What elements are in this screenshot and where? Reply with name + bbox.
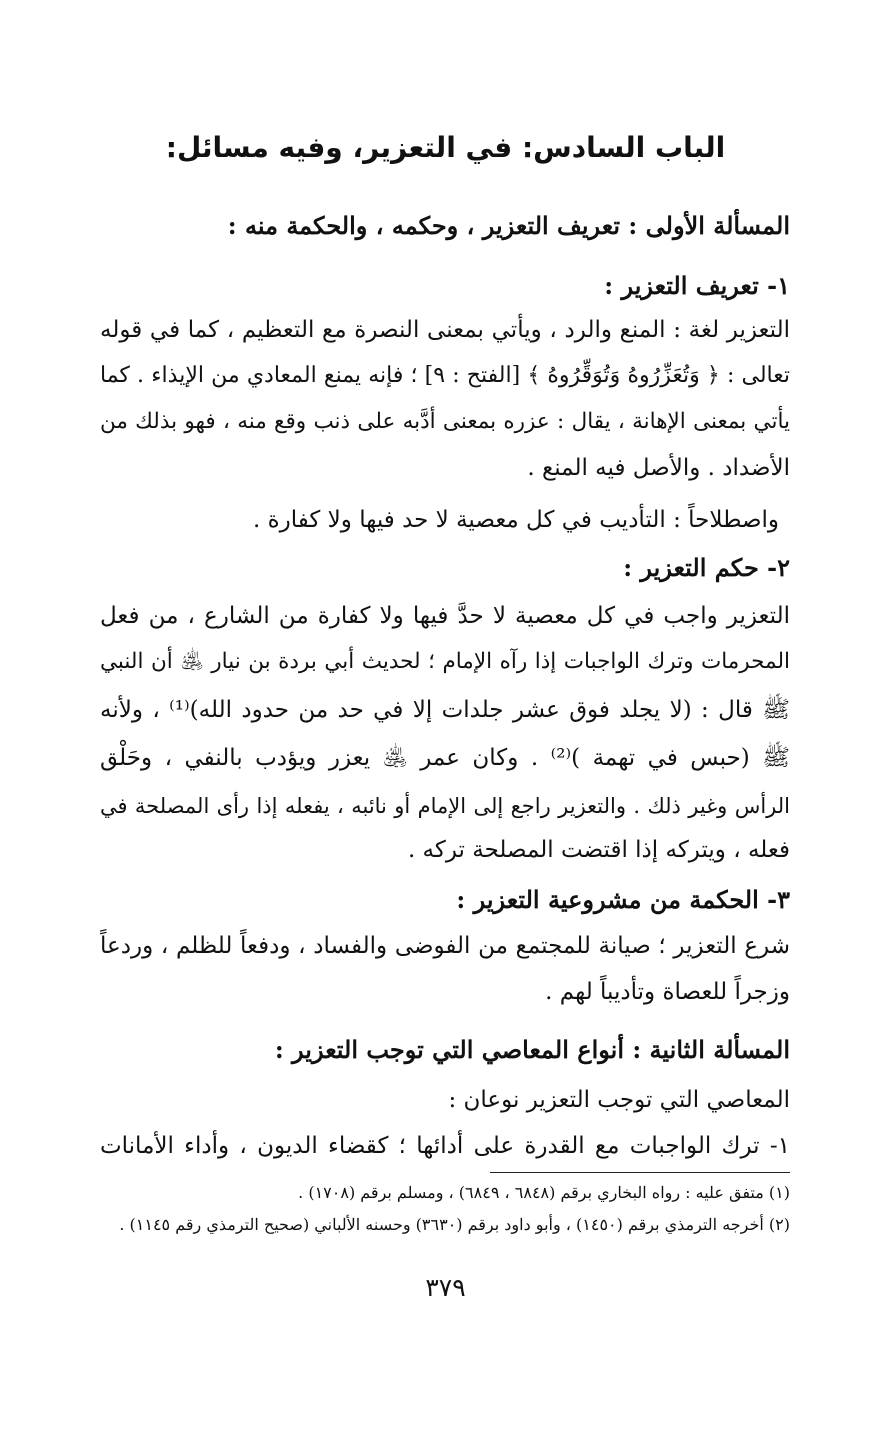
footnote: (١) متفق عليه : رواه البخاري برقم (٦٨٤٨ ، ٦٨٤٩) ، ومسلم برقم (١٧٠٨) . <box>298 1183 790 1202</box>
section-2-heading: ٢- حكم التعزير : <box>623 553 790 582</box>
body-line: شرع التعزير ؛ صيانة للمجتمع من الفوضى والفساد ، ودفعاً للظلم ، وردعاً <box>100 933 790 959</box>
chapter-title: الباب السادس: في التعزير، وفيه مسائل: <box>165 131 726 164</box>
body-line: المحرمات وترك الواجبات إذا رآه الإمام ؛ لحديث أبي بردة بن نيار ﵁ أن النبي <box>100 649 790 674</box>
body-line: يأتي بمعنى الإهانة ، يقال : عزره بمعنى أدَّبه على ذنب وقع منه ، فهو بذلك من <box>100 409 790 434</box>
body-line: تعالى : ﴿ وَتُعَزِّرُوهُ وَتُوَقِّرُوهُ ﴾ [الفتح : ٩] ؛ فإنه يمنع المعادي من الإيذاء . كما <box>100 363 790 388</box>
body-line: الرأس وغير ذلك . والتعزير راجع إلى الإمام أو نائبه ، يفعله إذا رأى المصلحة في <box>100 794 790 818</box>
body-line: ١- ترك الواجبات مع القدرة على أدائها ؛ كقضاء الديون ، وأداء الأمانات <box>100 1133 790 1159</box>
body-line: ﷺ قال : (لا يجلد فوق عشر جلدات إلا في حد من حدود الله)⁽¹⁾ ، ولأنه <box>100 697 791 723</box>
body-line: وزجراً للعصاة وتأديباً لهم . <box>545 979 790 1005</box>
section-1-heading: ١- تعريف التعزير : <box>604 271 790 300</box>
footnote-divider <box>490 1172 790 1173</box>
body-line: التعزير واجب في كل معصية لا حدَّ فيها ولا كفارة من الشارع ، من فعل <box>100 603 790 629</box>
question-2-heading: المسألة الثانية : أنواع المعاصي التي توجب التعزير : <box>274 1035 790 1064</box>
page-number: ٣٧٩ <box>425 1273 466 1302</box>
body-line: فعله ، ويتركه إذا اقتضت المصلحة تركه . <box>407 837 790 863</box>
body-line: ﷺ (حبس في تهمة )⁽²⁾ . وكان عمر ﵁ يعزر ويؤدب بالنفي ، وحَلْق <box>100 745 790 771</box>
footnote: (٢) أخرجه الترمذي برقم (١٤٥٠) ، وأبو داود برقم (٣٦٣٠) وحسنه الألباني (صحيح الترمذي رقم ١١٤٥) . <box>119 1215 790 1234</box>
body-line: التعزير لغة : المنع والرد ، ويأتي بمعنى النصرة مع التعظيم ، كما في قوله <box>100 317 790 343</box>
body-line: المعاصي التي توجب التعزير نوعان : <box>448 1087 790 1113</box>
body-line: الأضداد . والأصل فيه المنع . <box>527 455 790 481</box>
section-3-heading: ٣- الحكمة من مشروعية التعزير : <box>456 885 790 914</box>
question-1-heading: المسألة الأولى : تعريف التعزير ، وحكمه ، والحكمة منه : <box>227 211 790 240</box>
term-definition: واصطلاحاً : التأديب في كل معصية لا حد فيها ولا كفارة . <box>253 507 779 533</box>
